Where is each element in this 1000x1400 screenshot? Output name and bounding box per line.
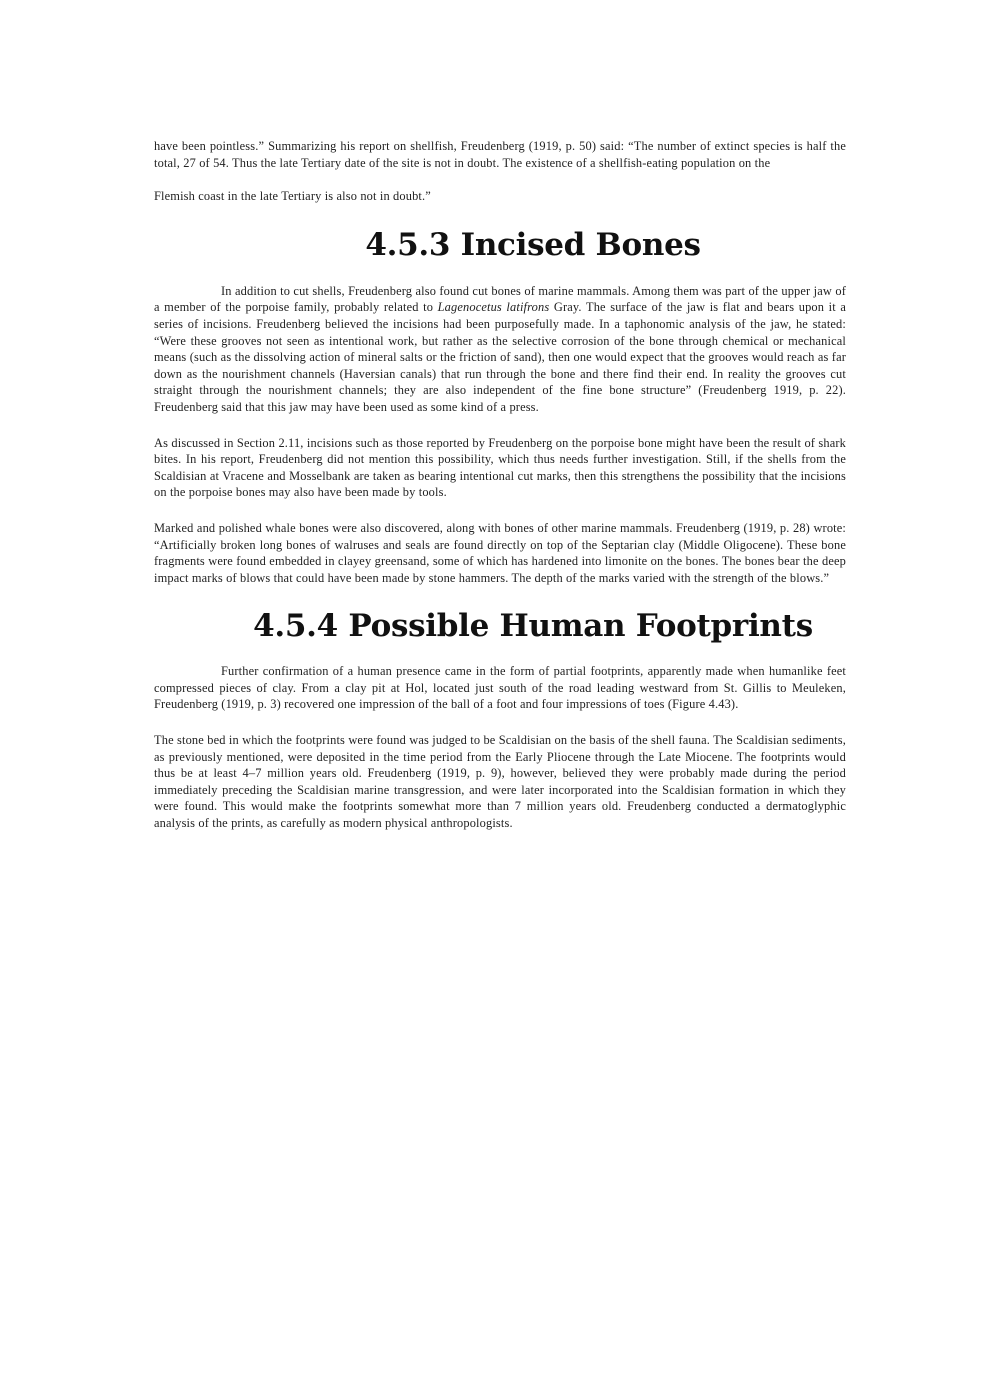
footprints-paragraph-2: The stone bed in which the footprints were found was judged to be Scaldisian on the basis of the shell fauna. The Scaldisian sediments, as previously mentioned, were deposited in the time period from the Early Pliocene through the Late Miocene. The footprints would thus be at least 4–7 million years old. Freudenberg (1919, p. 9), however, believed they were probably made during the period immediately preceding the Scaldisian marine transgression, and were later incorporated into the Scaldisian formation in which they were found. This would make the footprints somewhat more than 7 million years old. Freudenberg conducted a dermatoglyphic analysis of the prints, as carefully as modern physical anthropologists. xyxy=(154,733,846,831)
incised-paragraph-2: As discussed in Section 2.11, incisions such as those reported by Freudenberg on the porpoise bone might have been the result of shark bites. In his report, Freudenberg did not mention this possibility, which thus needs further investigation. Still, if the shells from the Scaldisian at Vracene and Mosselbank are taken as bearing intentional cut marks, then this strengthens the possibility that the incisions on the porpoise bones may also have been made by tools. xyxy=(154,435,846,500)
intro-paragraph-1: have been pointless.” Summarizing his report on shellfish, Freudenberg (1919, p. 50) said: “The number of extinct species is half the total, 27 of 54. Thus the late Tertiary date of the site is not in doubt. The existence of a shellfish-eating population on the xyxy=(154,139,846,170)
species-name: Lagenocetus latifrons xyxy=(437,300,550,315)
document-page xyxy=(154,138,846,832)
incised-paragraph-1 xyxy=(154,283,846,416)
incised-paragraph-1-text-b: Gray. The surface of the jaw is flat and bears upon it a series of incisions. Freudenberg believed the incisions had been purposefully made. In a taphonomic analysis of the jaw, he stated: “Were these grooves not seen as intentional work, but rather as the selective corrosion of the bone through chemical or mechanical means (such as the dissolving action of mineral salts or the friction of sand), then one would expect that the grooves would reach as far down as the nourishment channels (Haversian canals) that run through the bone and there find their end. In reality the grooves cut straight through the nourishment channels; they are also independent of the fine bone structure” (Freudenberg 1919, p. 22). Freudenberg said that this jaw may have been used as some kind of a press. xyxy=(154,300,846,414)
footprints-paragraph-1: Further confirmation of a human presence came in the form of partial footprints, apparently made when humanlike feet compressed pieces of clay. From a clay pit at Hol, located just south of the road leading westward from St. Gillis to Meuleken, Freudenberg (1919, p. 3) recovered one impression of the ball of a foot and four impressions of toes (Figure 4.43). xyxy=(154,664,846,712)
intro-paragraph-2: Flemish coast in the late Tertiary is also not in doubt.” xyxy=(154,189,431,204)
section-heading-footprints: 4.5.4 Possible Human Footprints xyxy=(253,608,813,645)
section-heading-incised-bones: 4.5.3 Incised Bones xyxy=(365,226,701,263)
incised-paragraph-3: Marked and polished whale bones were also discovered, along with bones of other marine mammals. Freudenberg (1919, p. 28) wrote: “Artificially broken long bones of walruses and seals are found directly on top of the Septarian clay (Middle Oligocene). These bone fragments were found embedded in clayey greensand, some of which has hardened into limonite on the bones. The bones bear the deep impact marks of blows that could have been made by stone hammers. The depth of the marks varied with the strength of the blows.” xyxy=(154,520,846,585)
incised-paragraph-1-text-a: In addition to cut shells, Freudenberg also found cut bones of marine mammals. Among them was part of the upper jaw of a member of the porpoise family, probably related to xyxy=(154,283,846,315)
